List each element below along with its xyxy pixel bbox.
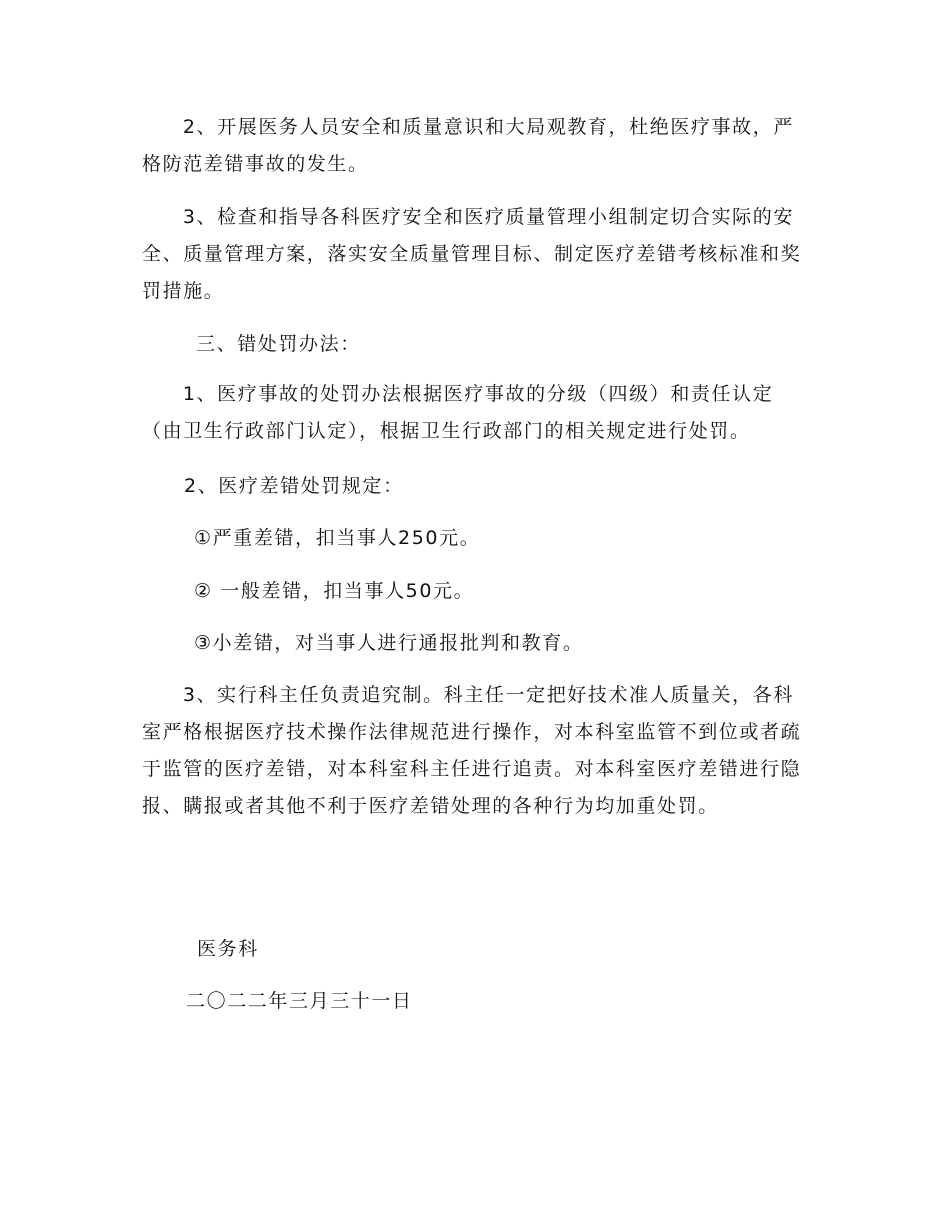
list-item-general-error: ② 一般差错，扣当事人50元。 (194, 580, 475, 602)
list-item-serious-error: ①严重差错，扣当事人250元。 (194, 527, 481, 549)
paragraph-accident-penalty: 1、医疗事故的处罚办法根据医疗事故的分级（四级）和责任认定（由卫生行政部门认定），根据卫生行政部门的相关规定进行处罚。 (142, 383, 774, 442)
signature-date: 二〇二二年三月三十一日 (186, 990, 413, 1012)
paragraph-inspection: 3、检查和指导各科医疗安全和医疗质量管理小组制定切合实际的安全、质量管理方案，落实安全质量管理目标、制定医疗差错考核标准和奖罚措施。 (142, 206, 802, 302)
paragraph-director-accountability: 3、实行科主任负责追究制。科主任一定把好技术准人质量关，各科室严格根据医疗技术操作法律规范进行操作，对本科室监管不到位或者疏于监管的医疗差错，对本科室科主任进行追责。对本科室医疗差错进行隐报、瞒报或者其他不利于医疗差错处理的各种行为均加重处罚。 (142, 684, 802, 817)
section-heading-penalties: 三、错处罚办法： (196, 333, 361, 355)
paragraph-error-rules: 2、医疗差错处罚规定： (184, 475, 404, 497)
paragraph-education: 2、开展医务人员安全和质量意识和大局观教育，杜绝医疗事故，严格防范差错事故的发生。 (142, 116, 794, 175)
list-item-minor-error: ③小差错，对当事人进行通报批判和教育。 (194, 632, 584, 654)
signature-department: 医务科 (197, 938, 259, 960)
